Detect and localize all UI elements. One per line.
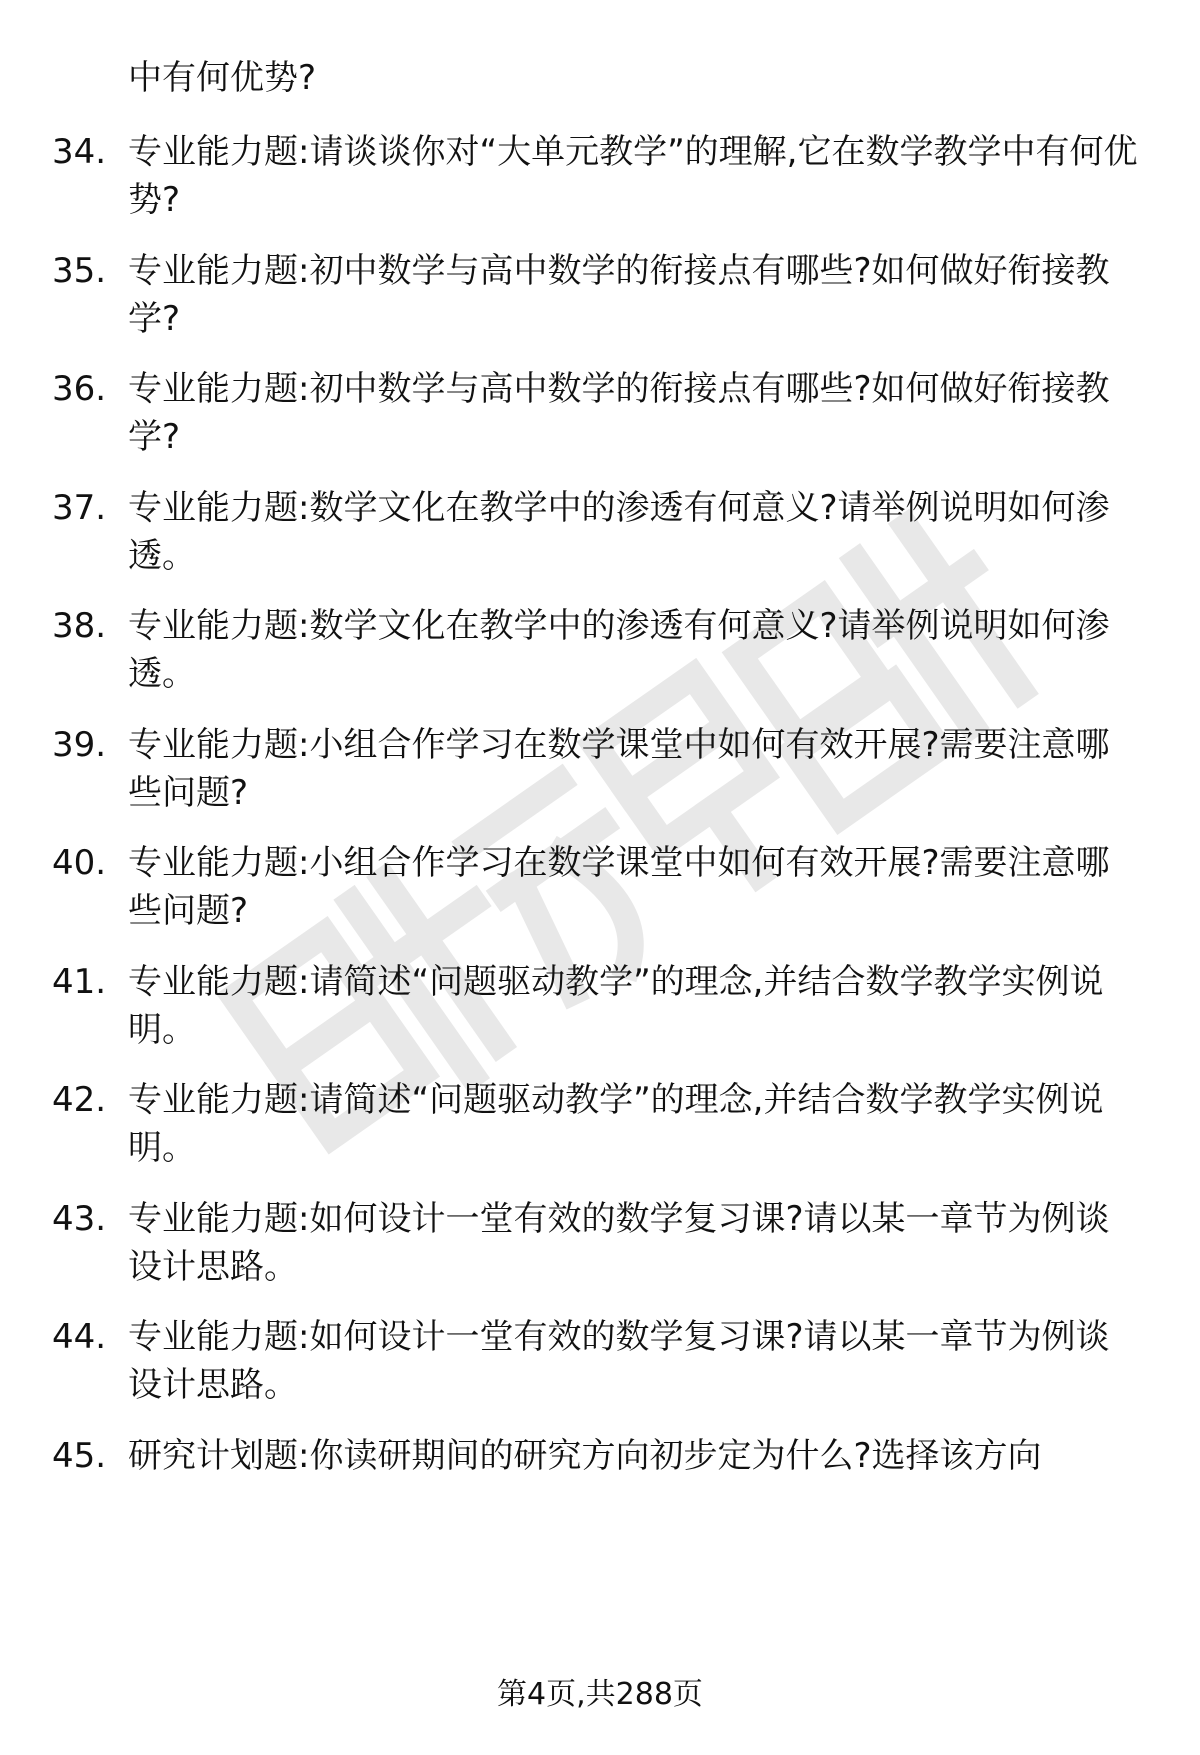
question-number: 34. (52, 132, 107, 172)
question-number: 39. (52, 724, 107, 765)
question-text: 专业能力题:如何设计一堂有效的数学复习课?请以某一章节为例谈设计思路。 (128, 1198, 1110, 1287)
list-item (0, 958, 1200, 1058)
question-text: 研究计划题:你读研期间的研究方向初步定为什么?选择该方向 (128, 1435, 1042, 1476)
question-text: 专业能力题:数学文化在教学中的渗透有何意义?请举例说明如何渗透。 (128, 487, 1110, 576)
list-item (0, 128, 1200, 228)
question-text: 专业能力题:请简述“问题驱动教学”的理念,并结合数学教学实例说明。 (128, 961, 1104, 1050)
question-number: 41. (52, 961, 107, 1002)
question-text: 专业能力题:初中数学与高中数学的衔接点有哪些?如何做好衔接教学? (128, 369, 1110, 457)
question-number: 45. (52, 1435, 107, 1476)
question-text: 专业能力题:数学文化在教学中的渗透有何意义?请举例说明如何渗透。 (128, 606, 1110, 694)
question-text: 专业能力题:请简述“问题驱动教学”的理念,并结合数学教学实例说明。 (128, 1080, 1104, 1168)
list-item (0, 839, 1200, 939)
list-item (0, 484, 1200, 584)
list-item (0, 721, 1200, 821)
question-text: 专业能力题:初中数学与高中数学的衔接点有哪些?如何做好衔接教学? (128, 250, 1110, 339)
watermark-logo (130, 480, 1130, 1180)
question-number: 40. (52, 843, 107, 883)
question-text: 专业能力题:如何设计一堂有效的数学复习课?请以某一章节为例谈设计思路。 (128, 1317, 1110, 1405)
list-item (0, 1076, 1200, 1176)
list-item (0, 1313, 1200, 1413)
question-text: 专业能力题:请谈谈你对“大单元教学”的理解,它在数学教学中有何优势? (128, 132, 1138, 220)
list-item (0, 1432, 1200, 1532)
page-footer: 第4页,共288页 (497, 1677, 703, 1712)
list-item (0, 365, 1200, 465)
continuation-line: 中有何优势? (128, 58, 317, 98)
list-item (0, 602, 1200, 702)
question-number: 44. (52, 1317, 107, 1357)
question-text: 专业能力题:小组合作学习在数学课堂中如何有效开展?需要注意哪些问题? (128, 843, 1110, 931)
list-item (0, 247, 1200, 347)
list-item (0, 1195, 1200, 1295)
question-number: 37. (52, 487, 107, 528)
question-text: 专业能力题:小组合作学习在数学课堂中如何有效开展?需要注意哪些问题? (128, 724, 1110, 813)
question-number: 35. (52, 250, 107, 291)
question-number: 36. (52, 369, 107, 409)
question-number: 43. (52, 1198, 107, 1239)
question-number: 42. (52, 1080, 107, 1120)
question-number: 38. (52, 606, 107, 646)
